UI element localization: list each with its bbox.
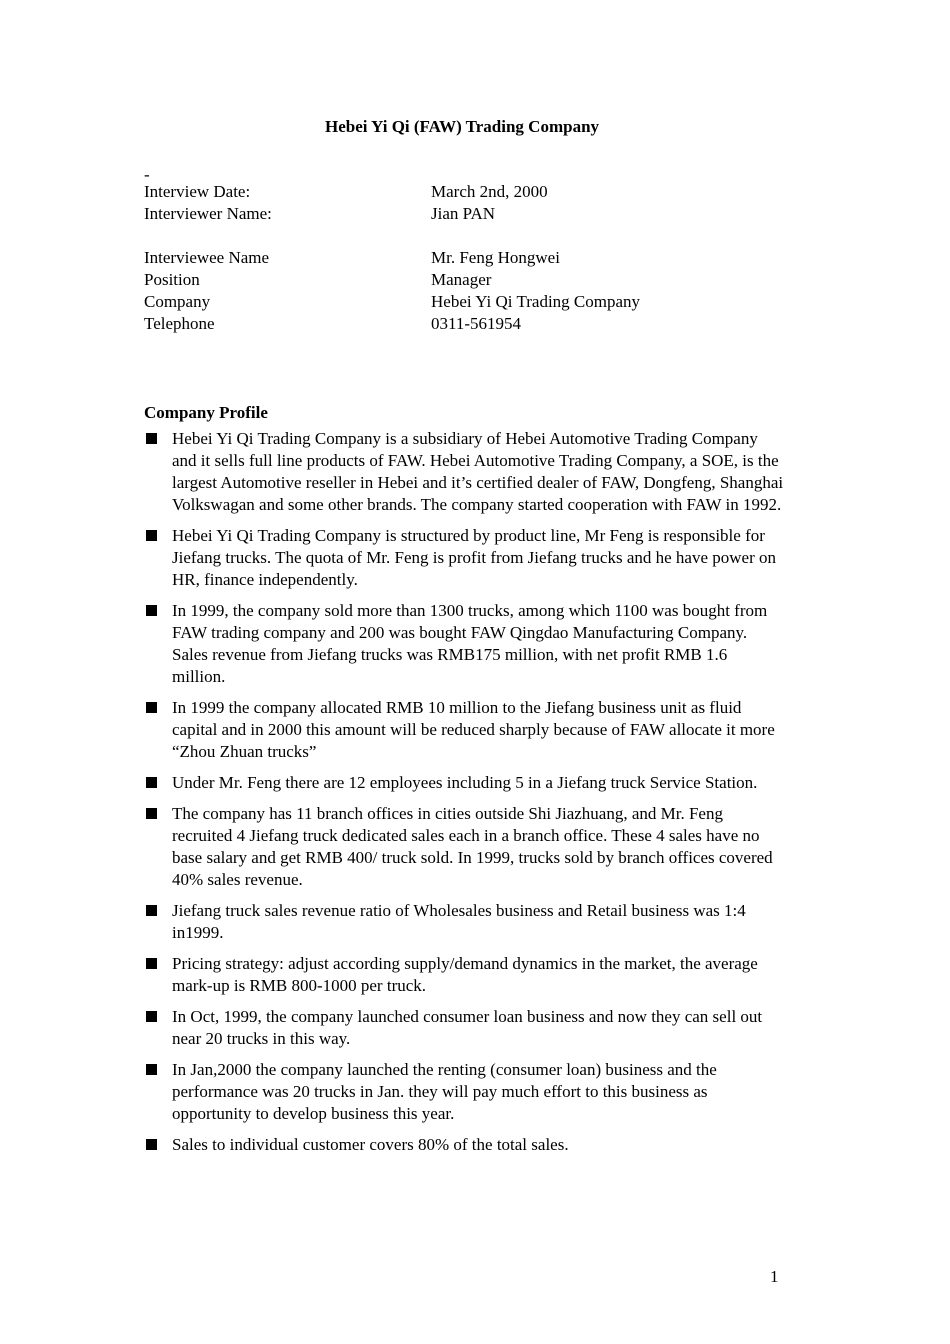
list-item <box>144 1059 784 1125</box>
list-item-text: Hebei Yi Qi Trading Company is a subsidiary of Hebei Automotive Trading Company and it sells full line products of FAW. Hebei Automotive Trading Company, a SOE, is the largest Automotive reseller in Hebei and it’s certified dealer of FAW, Dongfeng, Shanghai Volkswagan and some other brands. The company started cooperation with FAW in 1992. <box>172 429 784 514</box>
company-profile-list <box>144 428 784 1165</box>
bullet-square-icon <box>146 905 157 916</box>
telephone-value: 0311-561954 <box>431 314 522 333</box>
list-item <box>144 525 784 591</box>
list-item <box>144 803 784 891</box>
interviewer-name-value: Jian PAN <box>431 204 496 223</box>
list-item-text: Sales to individual customer covers 80% of the total sales. <box>172 1135 569 1154</box>
separator-mark: - <box>144 165 150 184</box>
interviewee-name-row <box>144 247 640 269</box>
company-label: Company <box>144 292 211 311</box>
list-item <box>144 428 784 516</box>
list-item <box>144 600 784 688</box>
position-label: Position <box>144 270 200 289</box>
interviewee-name-value: Mr. Feng Hongwei <box>431 248 560 267</box>
list-item-text: Under Mr. Feng there are 12 employees including 5 in a Jiefang truck Service Station. <box>172 773 758 792</box>
interviewer-name-label: Interviewer Name: <box>144 204 272 223</box>
position-value: Manager <box>431 270 492 289</box>
company-value: Hebei Yi Qi Trading Company <box>431 292 641 311</box>
bullet-square-icon <box>146 958 157 969</box>
bullet-square-icon <box>146 702 157 713</box>
list-item-text: In Jan,2000 the company launched the renting (consumer loan) business and the performance was 20 trucks in Jan. they will pay much effort to this business as opportunity to develop business this year. <box>172 1060 717 1123</box>
list-item <box>144 697 784 763</box>
list-item-text: The company has 11 branch offices in cities outside Shi Jiazhuang, and Mr. Feng recruited 4 Jiefang truck dedicated sales each in a branch office. These 4 sales have no base salary and get RMB 400/ truck sold. In 1999, trucks sold by branch offices covered 40% sales revenue. <box>172 804 773 889</box>
list-item-text: Pricing strategy: adjust according supply/demand dynamics in the market, the average mark-up is RMB 800-1000 per truck. <box>172 954 758 995</box>
telephone-row <box>144 313 640 335</box>
document-title: Hebei Yi Qi (FAW) Trading Company <box>324 117 600 136</box>
interview-details <box>144 181 548 225</box>
bullet-square-icon <box>146 777 157 788</box>
list-item <box>144 953 784 997</box>
telephone-label: Telephone <box>144 314 215 333</box>
list-item <box>144 1134 784 1156</box>
position-row <box>144 269 640 291</box>
list-item <box>144 900 784 944</box>
interview-date-value: March 2nd, 2000 <box>431 182 548 201</box>
list-item-text: In 1999, the company sold more than 1300 trucks, among which 1100 was bought from FAW trading company and 200 was bought FAW Qingdao Manufacturing Company. Sales revenue from Jiefang trucks was RMB175 million, with net profit RMB 1.6 million. <box>172 601 768 686</box>
bullet-square-icon <box>146 433 157 444</box>
interviewee-details <box>144 247 640 335</box>
bullet-square-icon <box>146 1064 157 1075</box>
list-item-text: Jiefang truck sales revenue ratio of Wholesales business and Retail business was 1:4 in1999. <box>172 901 746 942</box>
bullet-square-icon <box>146 1011 157 1022</box>
bullet-square-icon <box>146 808 157 819</box>
list-item-text: In Oct, 1999, the company launched consumer loan business and now they can sell out near 20 trucks in this way. <box>172 1007 763 1048</box>
list-item <box>144 1006 784 1050</box>
interviewee-name-label: Interviewee Name <box>144 248 270 267</box>
list-item-text: In 1999 the company allocated RMB 10 million to the Jiefang business unit as fluid capital and in 2000 this amount will be reduced sharply because of FAW allocate it more “Zhou Zhuan trucks” <box>172 698 775 761</box>
interview-date-label: Interview Date: <box>144 182 251 201</box>
interview-date-row <box>144 181 548 203</box>
page-number: 1 <box>770 1267 779 1286</box>
bullet-square-icon <box>146 1139 157 1150</box>
list-item-text: Hebei Yi Qi Trading Company is structured by product line, Mr Feng is responsible for Jiefang trucks. The quota of Mr. Feng is profit from Jiefang trucks and he have power on HR, finance independently. <box>172 526 776 589</box>
list-item <box>144 772 784 794</box>
company-row <box>144 291 640 313</box>
bullet-square-icon <box>146 605 157 616</box>
company-profile-heading: Company Profile <box>144 403 268 422</box>
interviewer-name-row <box>144 203 548 225</box>
bullet-square-icon <box>146 530 157 541</box>
